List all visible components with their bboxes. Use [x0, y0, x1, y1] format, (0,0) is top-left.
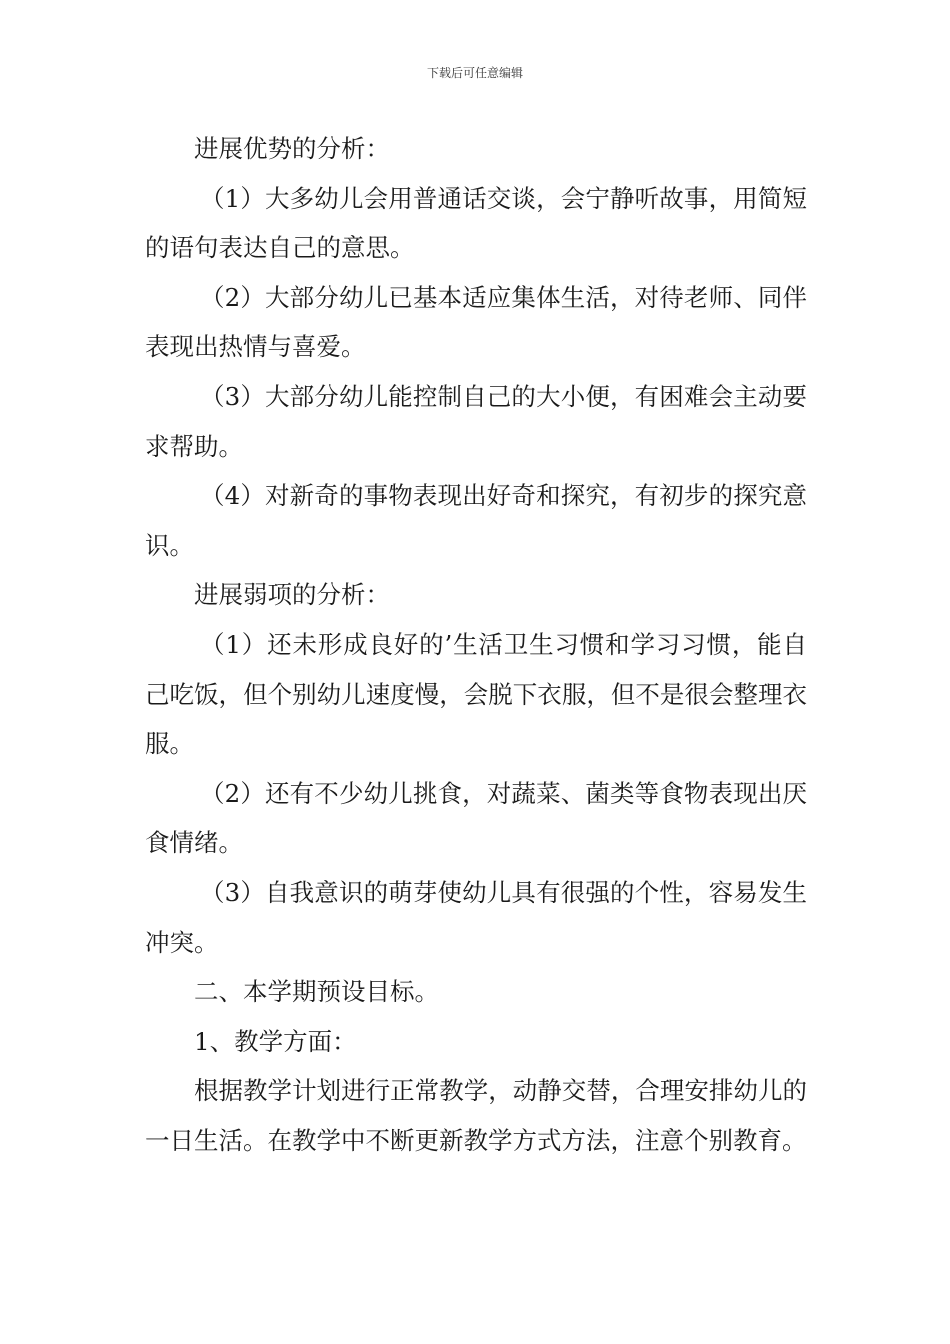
teaching-paragraph: 根据教学计划进行正常教学，动静交替，合理安排幼儿的一日生活。在教学中不断更新教学方式方法，注意个别教育。: [145, 1076, 807, 1155]
section-heading-advantages: 进展优势的分析：: [194, 134, 390, 163]
advantage-item-3: （3）大部分幼儿能控制自己的大小便，有困难会主动要求帮助。: [145, 381, 807, 461]
advantage-item-1: （1）大多幼儿会用普通话交谈，会宁静听故事，用简短的语句表达自己的意思。: [145, 183, 807, 263]
advantage-item-2: （2）大部分幼儿已基本适应集体生活，对待老师、同伴表现出热情与喜爱。: [145, 282, 807, 362]
section-heading-weaknesses: 进展弱项的分析：: [194, 580, 390, 610]
section-heading-goals: 二、本学期预设目标。: [194, 977, 439, 1007]
page-header: 下载后可任意编辑: [426, 66, 523, 80]
document-body: [145, 124, 807, 1165]
subsection-heading-teaching: 1、教学方面：: [194, 1026, 357, 1056]
weakness-item-3: （3）自我意识的萌芽使幼儿具有很强的个性，容易发生冲突。: [145, 877, 807, 957]
weakness-item-1: （1）还未形成良好的’生活卫生习惯和学习习惯，能自己吃饭，但个别幼儿速度慢，会脱下衣服，但不是很会整理衣服。: [145, 629, 807, 759]
advantage-item-4: （4）对新奇的事物表现出好奇和探究，有初步的探究意识。: [145, 481, 807, 560]
weakness-item-2: （2）还有不少幼儿挑食，对蔬菜、菌类等食物表现出厌食情绪。: [145, 778, 807, 858]
